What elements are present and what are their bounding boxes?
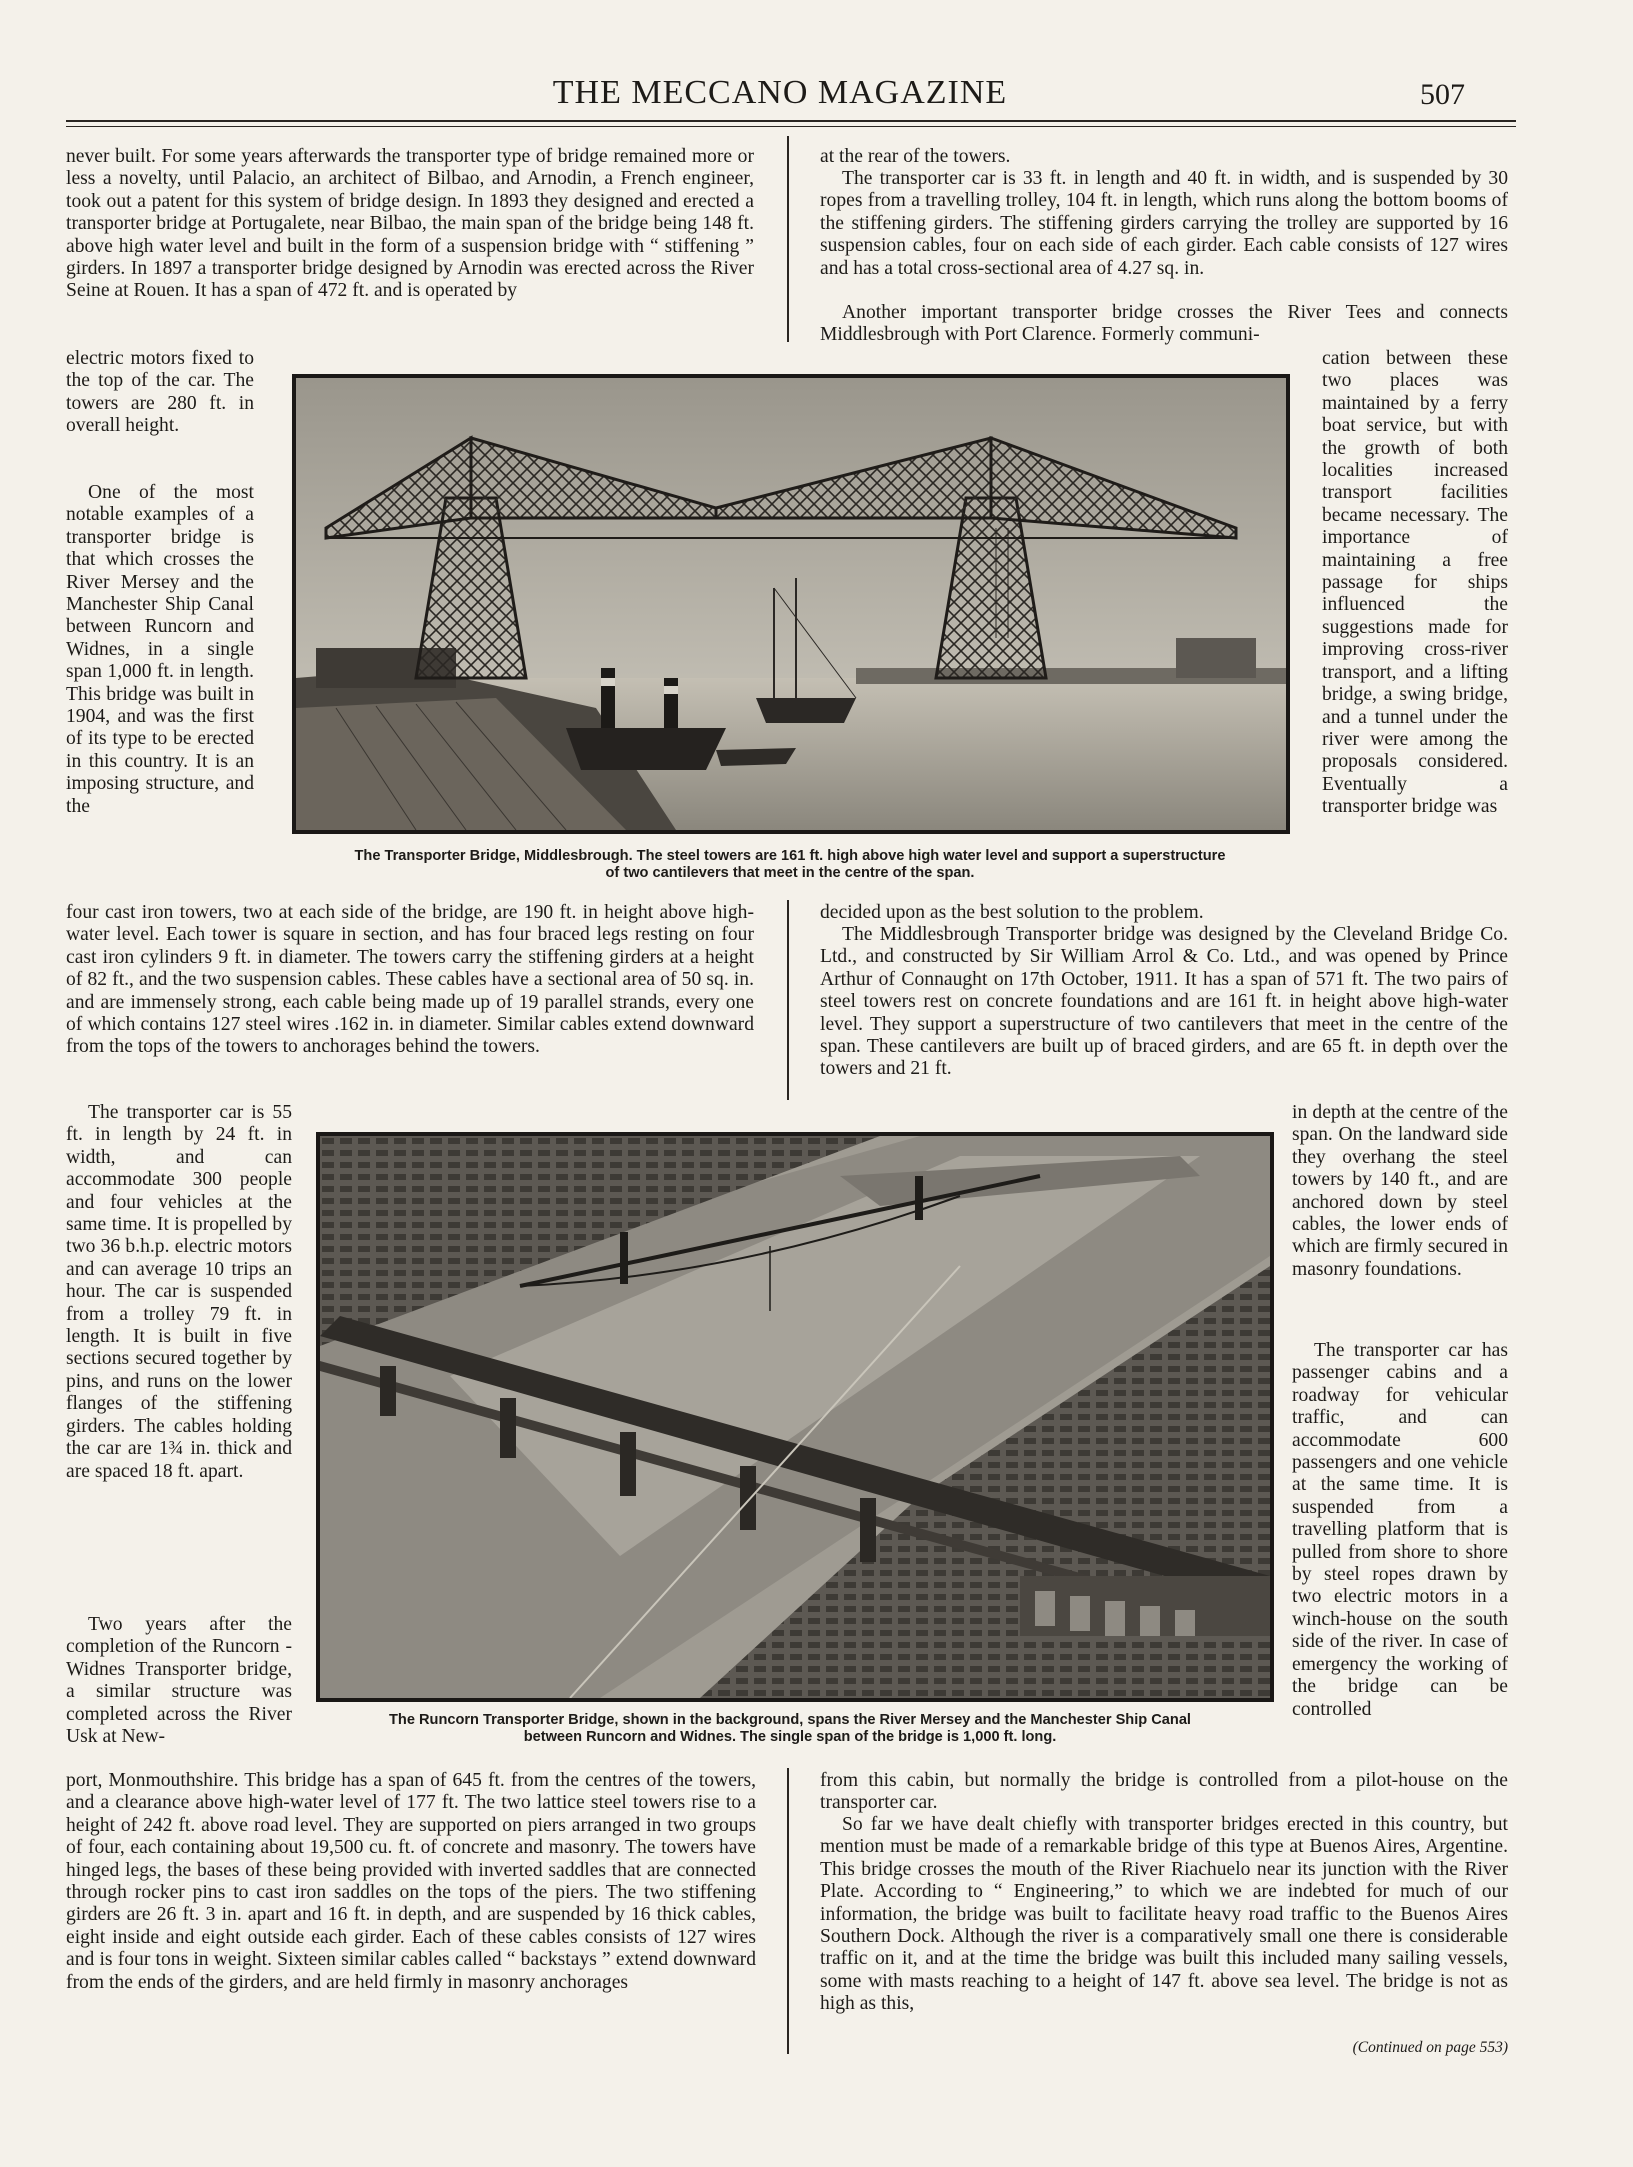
- right-bottom-paragraph-2: So far we have dealt chiefly with transporter bridges erected in this country, but mention must be made of a remarkable bridge of this type at Buenos Aires, Argentine. This bridge crosses the mouth of the River Riachuelo near its junction with the River Plate. According to “ Engineering,” to which we are indebted for much of our information, the bridge was built to facilitate heavy road traffic to the Buenos Aires Southern Dock. Although the river is a comparatively small one there is considerable traffic on it, and at the time the bridge was built this included many sailing vessels, some with masts reaching to a height of 147 ft. above sea level. The bridge is not as high as this,: [820, 1814, 1508, 2015]
- left-narrow-paragraph-1: electric motors fixed to the top of the car. The towers are 280 ft. in overall height.: [66, 348, 254, 437]
- column-divider-bottom: [787, 1768, 789, 2054]
- runcorn-caption-line1: The Runcorn Transporter Bridge, shown in the background, spans the River Mersey and the Manchester Ship Canal: [388, 1712, 1191, 1728]
- right-narrow-paragraph-1: cation between these two places was maintained by a ferry boat service, but with the growth of both localities increased transport facilities became necessary. The importance of maintaining a free passage for ships influenced the suggestions made for improving cross-river transport, and a lifting bridge, a swing bridge, and a tunnel under the river were among the proposals considered. Eventually a transporter bridge was: [1322, 348, 1508, 818]
- right-top-paragraph-2: The transporter car is 33 ft. in length and 40 ft. in width, and is suspended by 30 ropes from a travelling trolley, 104 ft. in length, which runs along the bottom booms of the stiffening girders. The stiffening girders carrying the trolley are supported by 16 suspension cables, four on each side of each girder. Each cable consists of 127 wires and has a total cross-sectional area of 4.27 sq. in.: [820, 168, 1508, 279]
- left-top-paragraph: never built. For some years afterwards the transporter type of bridge remained more or less a novelty, until Palacio, an architect of Bilbao, and Arnodin, a French engineer, took out a patent for this system of bridge design. In 1893 they designed and erected a transporter bridge at Portugalete, near Bilbao, the main span of the bridge being 148 ft. above high water level and built in the form of a suspension bridge with “ stiffening ” girders. In 1897 a transporter bridge designed by Arnodin was erected across the River Seine at Rouen. It has a span of 472 ft. and is operated by: [66, 146, 754, 302]
- runcorn-caption: [300, 1712, 1280, 1746]
- left-narrow-paragraph-2: One of the most notable examples of a transporter bridge is that which crosses the River Mersey and the Manchester Ship Canal between Runcorn and Widnes, in a single span 1,000 ft. in length. This bridge was built in 1904, and was the first of its type to be erected in this country. It is an imposing structure, and the: [66, 482, 254, 817]
- left-narrow-paragraph-3: The transporter car is 55 ft. in length by 24 ft. in width, and can accommodate 300 people and four vehicles at the same time. It is propelled by two 36 b.h.p. electric motors and can average 10 trips an hour. The car is suspended from a trolley 79 ft. in length. It is built in five sections secured together by pins, and runs on the lower flanges of the stiffening girders. The cables holding the car are 1¾ in. thick and are spaced 18 ft. apart.: [66, 1102, 292, 1482]
- right-mid-paragraph-1: decided upon as the best solution to the problem.: [820, 902, 1204, 923]
- column-divider-top: [787, 136, 789, 342]
- header-rule-thin: [66, 126, 1516, 127]
- right-narrow-paragraph-2: in depth at the centre of the span. On the landward side they overhang the steel towers by 140 ft., and are anchored down by steel cables, the lower ends of which are firmly secured in masonry foundations.: [1292, 1102, 1508, 1280]
- middlesbrough-caption-line1: The Transporter Bridge, Middlesbrough. The steel towers are 161 ft. high above high water level and support a superstructure: [354, 848, 1226, 864]
- middlesbrough-bridge-photo: [292, 374, 1290, 834]
- right-narrow-paragraph-3: The transporter car has passenger cabins and a roadway for vehicular traffic, and can accommodate 600 passengers and one vehicle at the same time. It is suspended from a travelling platform that is pulled from shore to shore by steel ropes drawn by two electric motors in a winch-house on the south side of the river. In case of emergency the working of the bridge can be controlled: [1292, 1340, 1508, 1720]
- left-narrow-paragraph-4: Two years after the completion of the Runcorn - Widnes Transporter bridge, a similar structure was completed across the River Usk at New-: [66, 1614, 292, 1748]
- right-bottom-paragraph-1: from this cabin, but normally the bridge is controlled from a pilot-house on the transporter car.: [820, 1770, 1508, 1814]
- right-top-paragraph-1: at the rear of the towers.: [820, 146, 1011, 167]
- runcorn-bridge-illustration: [320, 1136, 1270, 1698]
- runcorn-caption-line2: between Runcorn and Widnes. The single span of the bridge is 1,000 ft. long.: [523, 1729, 1057, 1745]
- left-mid-paragraph: four cast iron towers, two at each side of the bridge, are 190 ft. in height above high-water level. Each tower is square in section, and has four braced legs resting on four cast iron cylinders 9 ft. in diameter. The towers carry the stiffening girders at a height of 82 ft., and the two suspension cables. These cables have a sectional area of 50 sq. in. and are immensely strong, each cable being made up of 19 parallel strands, every one of which contains 127 steel wires .162 in. in diameter. Similar cables extend downward from the tops of the towers to anchorages behind the towers.: [66, 902, 754, 1058]
- continued-note: (Continued on page 553): [1352, 2039, 1508, 2056]
- runcorn-bridge-photo: [316, 1132, 1274, 1702]
- header-rule: [66, 120, 1516, 122]
- page-number: 507: [1420, 78, 1465, 111]
- middlesbrough-bridge-illustration: [296, 378, 1286, 830]
- middlesbrough-caption-line2: of two cantilevers that meet in the centre of the span.: [605, 865, 975, 881]
- right-top-paragraph-3: Another important transporter bridge crosses the River Tees and connects Middlesbrough with Port Clarence. Formerly communi-: [820, 302, 1508, 346]
- right-mid-paragraph-2: The Middlesbrough Transporter bridge was designed by the Cleveland Bridge Co. Ltd., and constructed by Sir William Arrol & Co. Ltd., and was opened by Prince Arthur of Connaught on 17th October, 1911. It has a span of 571 ft. The two pairs of steel towers rest on concrete foundations and are 161 ft. in height above high-water level. They support a superstructure of two cantilevers that meet in the centre of the span. These cantilevers are built up of braced girders, and are 65 ft. in depth over the towers and 21 ft.: [820, 924, 1508, 1080]
- middlesbrough-caption: [280, 848, 1300, 882]
- left-bottom-paragraph: port, Monmouthshire. This bridge has a span of 645 ft. from the centres of the towers, and a clearance above high-water level of 177 ft. The two lattice steel towers rise to a height of 242 ft. above road level. They are supported on piers arranged in two groups of four, each containing about 19,500 cu. ft. of concrete and masonry. The towers have hinged legs, the bases of these being provided with inverted saddles that are connected through rocker pins to cast iron saddles on the tops of the piers. The two stiffening girders are 26 ft. 3 in. apart and 16 ft. in depth, and are suspended by 16 thick cables, eight inside and eight outside each girder. Each of these cables consists of 127 wires and is four tons in weight. Sixteen similar cables called “ backstays ” extend downward from the ends of the girders, and are held firmly in masonry anchorages: [66, 1770, 756, 1993]
- column-divider-middle: [787, 900, 789, 1100]
- magazine-title: THE MECCANO MAGAZINE: [552, 74, 1008, 111]
